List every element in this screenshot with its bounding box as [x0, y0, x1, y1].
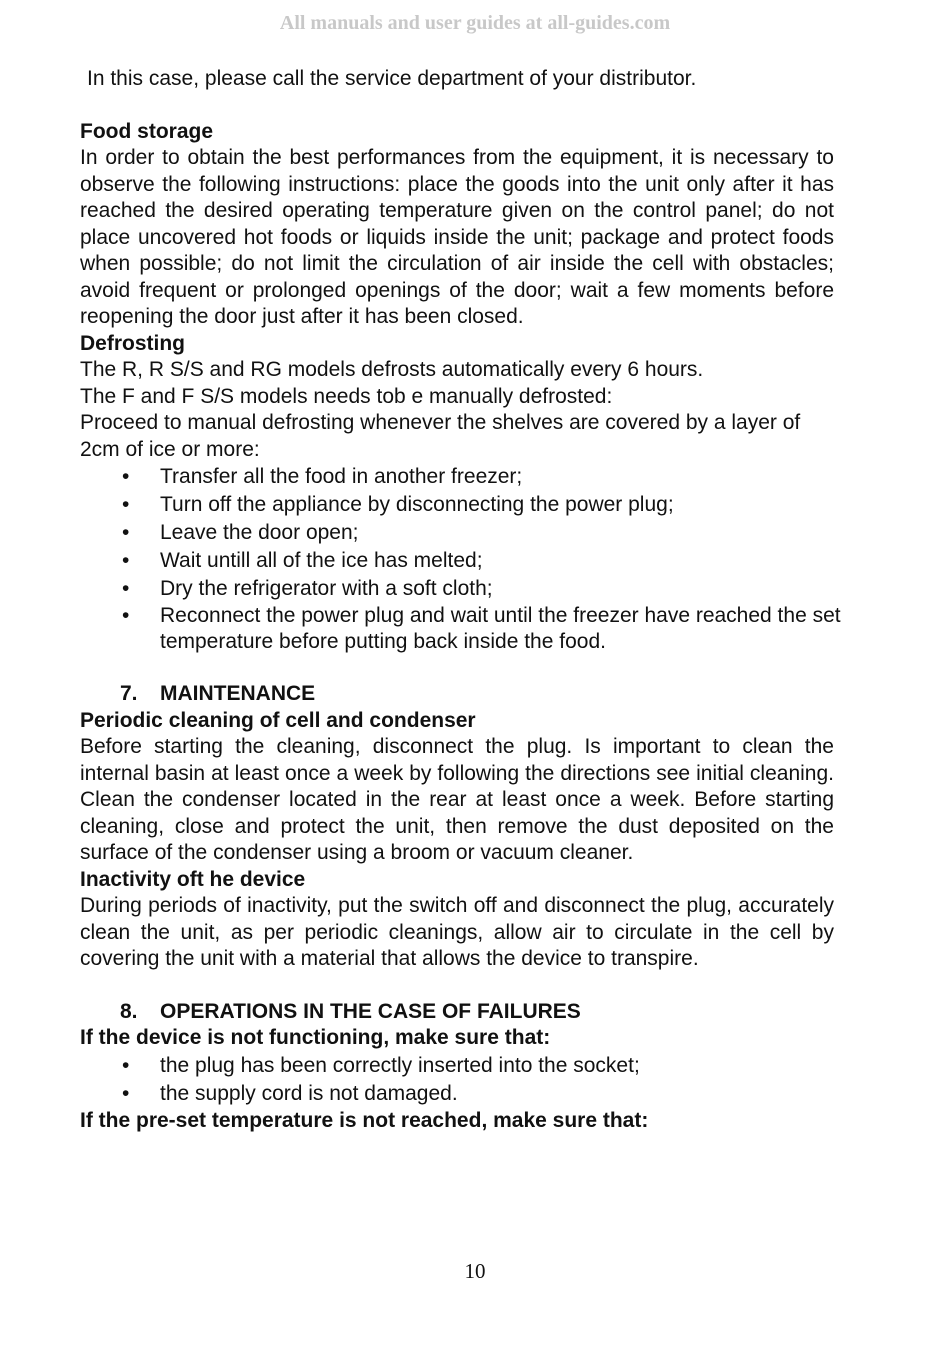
inactivity-body: During periods of inactivity, put the switch off and disconnect the plug, accurately clean the unit, as per periodic cleanings, allow air to circulate in the cell by covering the unit with a material that allows the device to transpire.: [80, 894, 834, 970]
section-title: MAINTENANCE: [160, 682, 316, 705]
list-item: • the supply cord is not damaged.: [80, 1080, 857, 1108]
periodic-cleaning-body: Before starting the cleaning, disconnect the plug. Is important to clean the internal basin at least once a week by following the directions see initial cleaning. Clean the condenser located in the rear at least once a week. Before starting cleaning, close and protect the unit, then remove the dust deposited on the surface of the condenser using a broom or vacuum cleaner.: [80, 735, 834, 864]
list-item: • Dry the refrigerator with a soft cloth;: [80, 575, 857, 603]
not-functioning-checks: [80, 1052, 834, 1108]
defrosting-line-1: The R, R S/S and RG models defrosts automatically every 6 hours.: [80, 358, 704, 381]
bullet-icon: •: [122, 604, 130, 627]
defrosting-line-3: Proceed to manual defrosting whenever the shelves are covered by a layer of 2cm of ice or more:: [80, 411, 801, 461]
page-number: 10: [464, 1259, 486, 1283]
bullet-icon: •: [122, 577, 130, 600]
bullet-icon: •: [122, 1081, 130, 1105]
bullet-icon: •: [122, 493, 130, 516]
inactivity-heading: Inactivity oft he device: [80, 867, 306, 891]
bullet-icon: •: [122, 1053, 130, 1077]
food-storage-body: In order to obtain the best performances from the equipment, it is necessary to observe the following instructions: place the goods into the unit only after it has reached the desired operating temperature given on the control panel; do not place uncovered hot foods or liquids inside the unit; package and protect foods when possible; do not limit the circulation of air inside the cell with obstacles; avoid frequent or prolonged openings of the door; wait a few moments before reopening the door just after it has been closed.: [80, 146, 834, 328]
bullet-icon: •: [122, 465, 130, 488]
bullet-icon: •: [122, 521, 130, 544]
defrosting-steps: [80, 463, 841, 655]
periodic-cleaning-heading: Periodic cleaning of cell and condenser: [80, 708, 476, 732]
defrosting-line-2: The F and F S/S models needs tob e manually defrosted:: [80, 384, 613, 408]
section-number: 8.: [120, 999, 138, 1023]
section-title: OPERATIONS IN THE CASE OF FAILURES: [160, 999, 581, 1023]
page-content: [80, 66, 841, 1134]
defrosting-heading: Defrosting: [80, 331, 185, 355]
list-item: • Leave the door open;: [80, 519, 857, 547]
watermark: All manuals and user guides at all-guides.com: [279, 12, 671, 34]
temperature-not-reached-heading: If the pre-set temperature is not reached, make sure that:: [80, 1108, 649, 1132]
list-item: • Turn off the appliance by disconnecting the power plug;: [80, 491, 857, 519]
list-item: • Reconnect the power plug and wait until the freezer have reached the set temperature before putting back inside the food.: [122, 604, 841, 653]
list-item: • the plug has been correctly inserted into the socket;: [80, 1052, 857, 1080]
list-item: • Wait untill all of the ice has melted;: [80, 547, 857, 575]
list-item: • Transfer all the food in another freezer;: [80, 463, 857, 491]
not-functioning-heading: If the device is not functioning, make sure that:: [80, 1026, 551, 1049]
failures-section-heading: [80, 999, 834, 1026]
bullet-icon: •: [122, 549, 130, 572]
intro-text: In this case, please call the service department of your distributor.: [87, 67, 697, 90]
maintenance-section-heading: [80, 681, 834, 708]
section-number: 7.: [120, 682, 138, 705]
food-storage-heading: Food storage: [80, 119, 214, 143]
